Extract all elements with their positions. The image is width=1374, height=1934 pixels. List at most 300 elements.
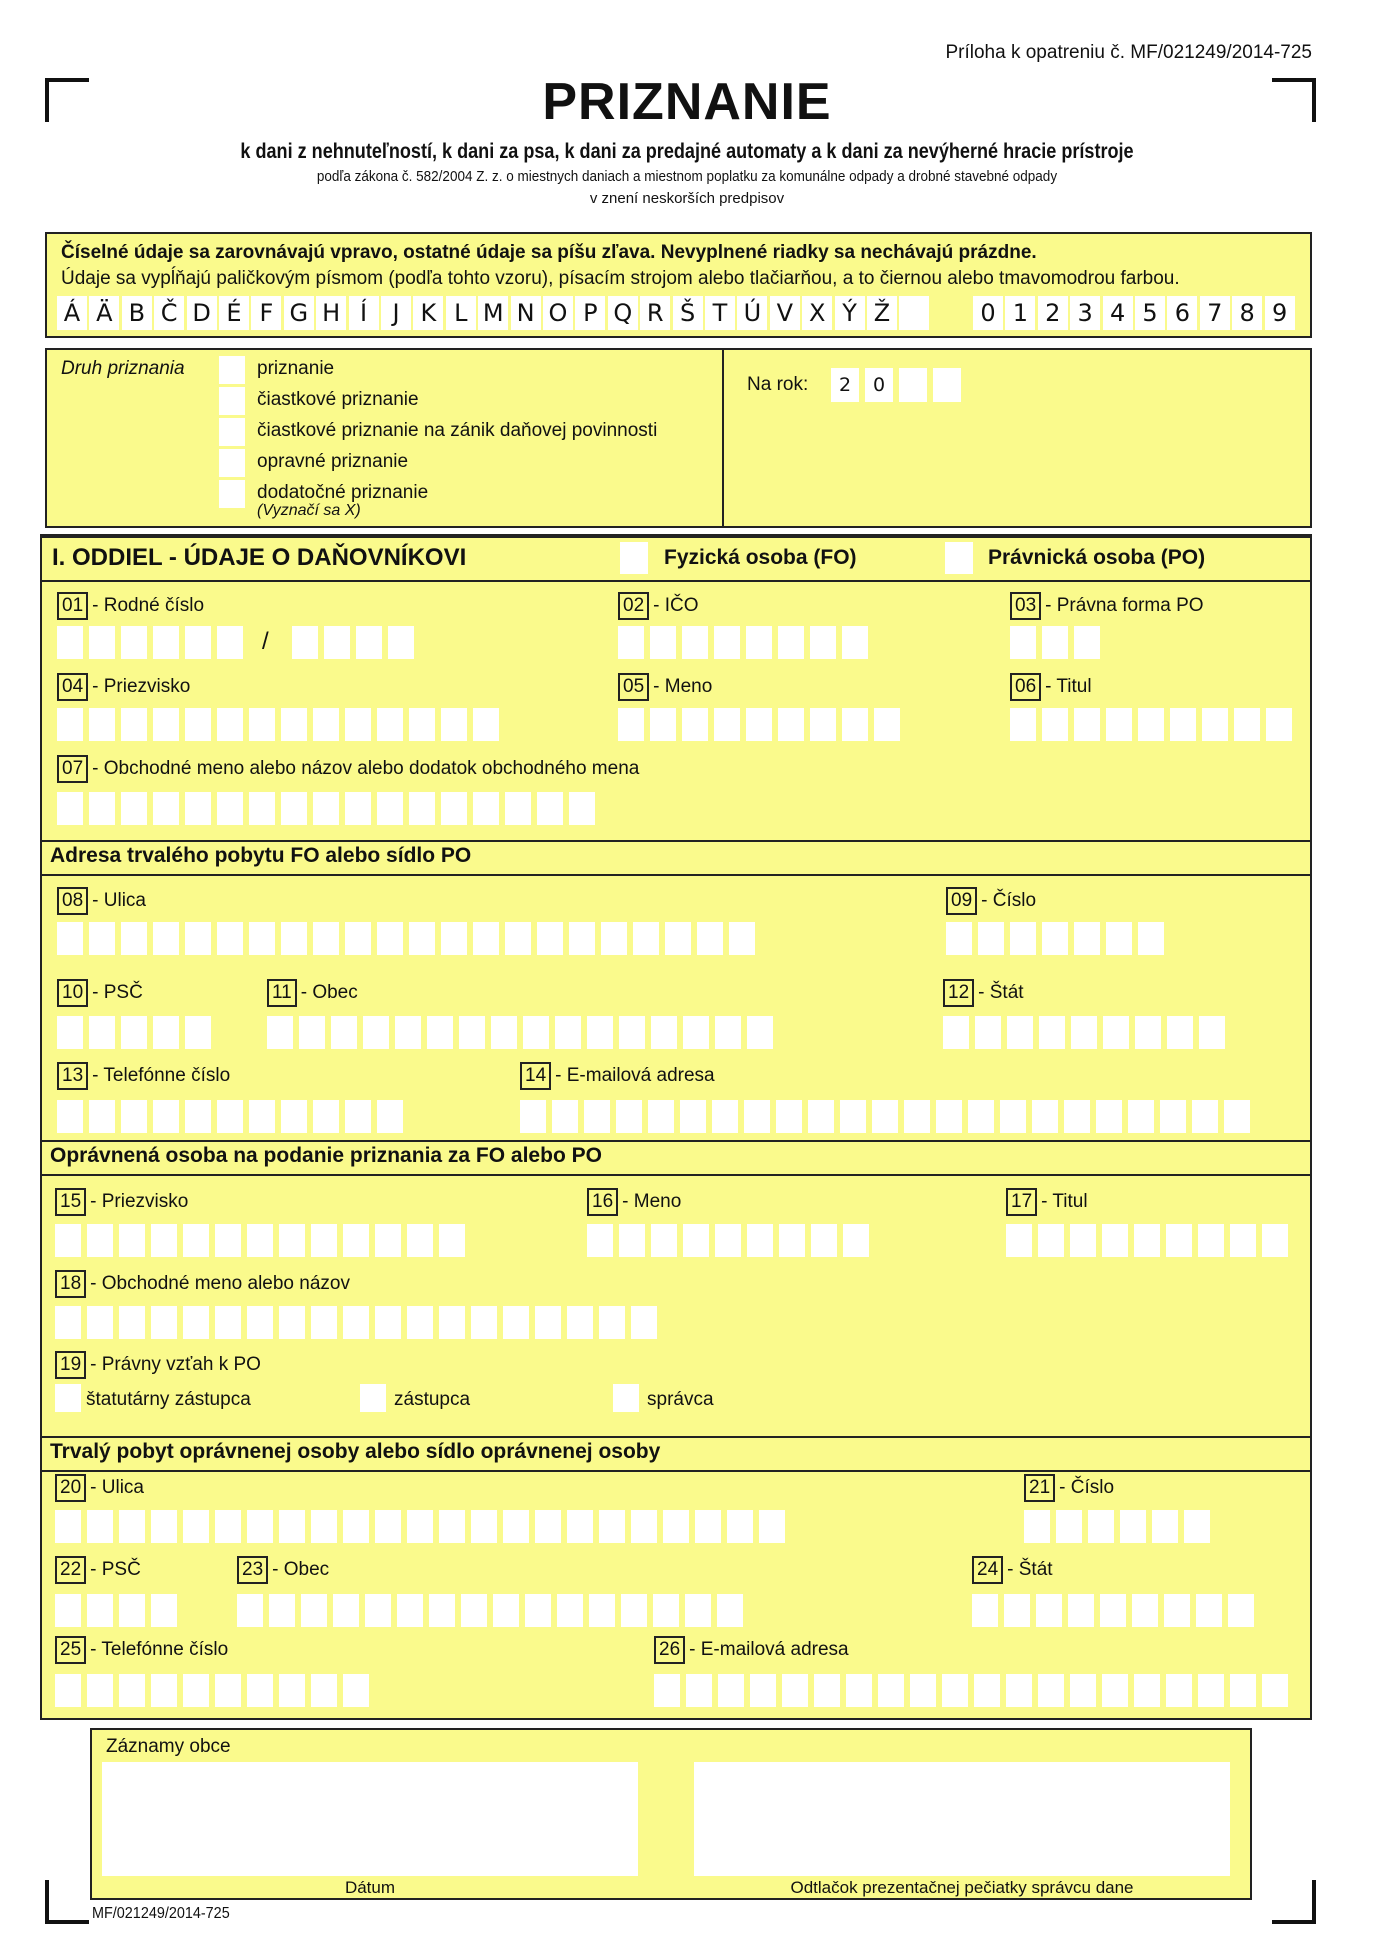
field-02-cell[interactable] bbox=[618, 626, 644, 659]
field-20-cell[interactable] bbox=[535, 1510, 561, 1543]
field-20-cell[interactable] bbox=[183, 1510, 209, 1543]
field-07-cell[interactable] bbox=[409, 792, 435, 825]
field-20-cell[interactable] bbox=[407, 1510, 433, 1543]
field-08-cell[interactable] bbox=[473, 922, 499, 955]
field-08-cell[interactable] bbox=[121, 922, 147, 955]
field-09-cell[interactable] bbox=[1074, 922, 1100, 955]
field-18-cell[interactable] bbox=[279, 1306, 305, 1339]
field-12-cell[interactable] bbox=[975, 1016, 1001, 1049]
field-25-cell[interactable] bbox=[247, 1674, 273, 1707]
field-13-cell[interactable] bbox=[377, 1100, 403, 1133]
field-12-cell[interactable] bbox=[1007, 1016, 1033, 1049]
field-24-cell[interactable] bbox=[1068, 1594, 1094, 1627]
field-06-cell[interactable] bbox=[1042, 708, 1068, 741]
field-02-cell[interactable] bbox=[810, 626, 836, 659]
declaration-type-checkbox[interactable] bbox=[219, 418, 245, 446]
field-20-cell[interactable] bbox=[727, 1510, 753, 1543]
declaration-type-checkbox[interactable] bbox=[219, 449, 245, 477]
field-16-cell[interactable] bbox=[843, 1224, 869, 1257]
field-23-cell[interactable] bbox=[685, 1594, 711, 1627]
field-11-cell[interactable] bbox=[715, 1016, 741, 1049]
field-04-cell[interactable] bbox=[153, 708, 179, 741]
field-11-cell[interactable] bbox=[267, 1016, 293, 1049]
field-18-cell[interactable] bbox=[471, 1306, 497, 1339]
field-20-cell[interactable] bbox=[631, 1510, 657, 1543]
field-01-cell[interactable] bbox=[153, 626, 179, 659]
field-14-cell[interactable] bbox=[520, 1100, 546, 1133]
field-16-cell[interactable] bbox=[587, 1224, 613, 1257]
field-13-cell[interactable] bbox=[217, 1100, 243, 1133]
field-15-cell[interactable] bbox=[407, 1224, 433, 1257]
field-16-cell[interactable] bbox=[747, 1224, 773, 1257]
field-23-cell[interactable] bbox=[397, 1594, 423, 1627]
field-05-cell[interactable] bbox=[874, 708, 900, 741]
field-12-cell[interactable] bbox=[1071, 1016, 1097, 1049]
field-21-cell[interactable] bbox=[1120, 1510, 1146, 1543]
field-01-cell[interactable] bbox=[356, 626, 382, 659]
field-13-cell[interactable] bbox=[281, 1100, 307, 1133]
field-06-cell[interactable] bbox=[1266, 708, 1292, 741]
field-26-cell[interactable] bbox=[1230, 1674, 1256, 1707]
field-26-cell[interactable] bbox=[1006, 1674, 1032, 1707]
field-24-cell[interactable] bbox=[1164, 1594, 1190, 1627]
field-20-cell[interactable] bbox=[87, 1510, 113, 1543]
field-16-cell[interactable] bbox=[779, 1224, 805, 1257]
field-05-cell[interactable] bbox=[618, 708, 644, 741]
field-26-cell[interactable] bbox=[750, 1674, 776, 1707]
field-09-cell[interactable] bbox=[1042, 922, 1068, 955]
field-12-cell[interactable] bbox=[1039, 1016, 1065, 1049]
field-24-cell[interactable] bbox=[1196, 1594, 1222, 1627]
field-15-cell[interactable] bbox=[343, 1224, 369, 1257]
field-17-cell[interactable] bbox=[1102, 1224, 1128, 1257]
field-23-cell[interactable] bbox=[653, 1594, 679, 1627]
field-20-cell[interactable] bbox=[663, 1510, 689, 1543]
field-14-cell[interactable] bbox=[1160, 1100, 1186, 1133]
field-04-cell[interactable] bbox=[185, 708, 211, 741]
field-03-cell[interactable] bbox=[1074, 626, 1100, 659]
field-14-cell[interactable] bbox=[552, 1100, 578, 1133]
field-13-cell[interactable] bbox=[57, 1100, 83, 1133]
year-digit-cell[interactable] bbox=[899, 368, 927, 402]
field-07-cell[interactable] bbox=[473, 792, 499, 825]
field-20-cell[interactable] bbox=[759, 1510, 785, 1543]
field-04-cell[interactable] bbox=[409, 708, 435, 741]
field-08-cell[interactable] bbox=[153, 922, 179, 955]
field-15-cell[interactable] bbox=[247, 1224, 273, 1257]
field-02-cell[interactable] bbox=[682, 626, 708, 659]
field-13-cell[interactable] bbox=[185, 1100, 211, 1133]
field-23-cell[interactable] bbox=[429, 1594, 455, 1627]
field-23-cell[interactable] bbox=[717, 1594, 743, 1627]
field-13-cell[interactable] bbox=[313, 1100, 339, 1133]
field-17-cell[interactable] bbox=[1198, 1224, 1224, 1257]
field-08-cell[interactable] bbox=[249, 922, 275, 955]
field-01-cell[interactable] bbox=[324, 626, 350, 659]
field-11-cell[interactable] bbox=[555, 1016, 581, 1049]
year-digit-cell[interactable]: 0 bbox=[865, 368, 893, 402]
field-02-cell[interactable] bbox=[746, 626, 772, 659]
field-15-cell[interactable] bbox=[151, 1224, 177, 1257]
field-05-cell[interactable] bbox=[746, 708, 772, 741]
field-08-cell[interactable] bbox=[601, 922, 627, 955]
field-07-cell[interactable] bbox=[569, 792, 595, 825]
field-06-cell[interactable] bbox=[1106, 708, 1132, 741]
field-13-cell[interactable] bbox=[121, 1100, 147, 1133]
field-14-cell[interactable] bbox=[808, 1100, 834, 1133]
field-20-cell[interactable] bbox=[151, 1510, 177, 1543]
field-14-cell[interactable] bbox=[584, 1100, 610, 1133]
field-22-cell[interactable] bbox=[87, 1594, 113, 1627]
field-01-cell[interactable] bbox=[292, 626, 318, 659]
field-14-cell[interactable] bbox=[904, 1100, 930, 1133]
field-18-cell[interactable] bbox=[183, 1306, 209, 1339]
field-11-cell[interactable] bbox=[683, 1016, 709, 1049]
field-18-cell[interactable] bbox=[311, 1306, 337, 1339]
declaration-type-checkbox[interactable] bbox=[219, 480, 245, 508]
field-11-cell[interactable] bbox=[395, 1016, 421, 1049]
field-20-cell[interactable] bbox=[55, 1510, 81, 1543]
field-17-cell[interactable] bbox=[1070, 1224, 1096, 1257]
field-08-cell[interactable] bbox=[89, 922, 115, 955]
field-18-cell[interactable] bbox=[55, 1306, 81, 1339]
field-22-cell[interactable] bbox=[151, 1594, 177, 1627]
field-04-cell[interactable] bbox=[345, 708, 371, 741]
field-26-cell[interactable] bbox=[1198, 1674, 1224, 1707]
field-11-cell[interactable] bbox=[459, 1016, 485, 1049]
field-04-cell[interactable] bbox=[57, 708, 83, 741]
field-20-cell[interactable] bbox=[119, 1510, 145, 1543]
field-13-cell[interactable] bbox=[249, 1100, 275, 1133]
field-21-cell[interactable] bbox=[1056, 1510, 1082, 1543]
field-01-cell[interactable] bbox=[57, 626, 83, 659]
field-04-cell[interactable] bbox=[217, 708, 243, 741]
field-18-cell[interactable] bbox=[119, 1306, 145, 1339]
field-04-cell[interactable] bbox=[473, 708, 499, 741]
field-18-cell[interactable] bbox=[599, 1306, 625, 1339]
field-05-cell[interactable] bbox=[682, 708, 708, 741]
relation-administrator-checkbox[interactable] bbox=[613, 1384, 639, 1412]
field-04-cell[interactable] bbox=[377, 708, 403, 741]
field-01-cell[interactable] bbox=[185, 626, 211, 659]
field-09-cell[interactable] bbox=[1106, 922, 1132, 955]
field-25-cell[interactable] bbox=[151, 1674, 177, 1707]
field-11-cell[interactable] bbox=[651, 1016, 677, 1049]
field-07-cell[interactable] bbox=[313, 792, 339, 825]
field-26-cell[interactable] bbox=[1070, 1674, 1096, 1707]
field-18-cell[interactable] bbox=[375, 1306, 401, 1339]
field-25-cell[interactable] bbox=[119, 1674, 145, 1707]
field-20-cell[interactable] bbox=[503, 1510, 529, 1543]
relation-representative-checkbox[interactable] bbox=[360, 1384, 386, 1412]
field-08-cell[interactable] bbox=[665, 922, 691, 955]
field-25-cell[interactable] bbox=[87, 1674, 113, 1707]
field-23-cell[interactable] bbox=[237, 1594, 263, 1627]
field-25-cell[interactable] bbox=[215, 1674, 241, 1707]
field-14-cell[interactable] bbox=[712, 1100, 738, 1133]
field-05-cell[interactable] bbox=[714, 708, 740, 741]
field-04-cell[interactable] bbox=[281, 708, 307, 741]
field-23-cell[interactable] bbox=[301, 1594, 327, 1627]
field-23-cell[interactable] bbox=[525, 1594, 551, 1627]
field-15-cell[interactable] bbox=[439, 1224, 465, 1257]
field-07-cell[interactable] bbox=[57, 792, 83, 825]
field-23-cell[interactable] bbox=[589, 1594, 615, 1627]
field-05-cell[interactable] bbox=[842, 708, 868, 741]
field-21-cell[interactable] bbox=[1088, 1510, 1114, 1543]
field-26-cell[interactable] bbox=[942, 1674, 968, 1707]
field-24-cell[interactable] bbox=[1036, 1594, 1062, 1627]
field-09-cell[interactable] bbox=[946, 922, 972, 955]
field-08-cell[interactable] bbox=[441, 922, 467, 955]
field-18-cell[interactable] bbox=[215, 1306, 241, 1339]
field-20-cell[interactable] bbox=[471, 1510, 497, 1543]
field-11-cell[interactable] bbox=[427, 1016, 453, 1049]
field-12-cell[interactable] bbox=[1135, 1016, 1161, 1049]
field-21-cell[interactable] bbox=[1152, 1510, 1178, 1543]
field-26-cell[interactable] bbox=[686, 1674, 712, 1707]
field-08-cell[interactable] bbox=[377, 922, 403, 955]
year-digit-cell[interactable] bbox=[933, 368, 961, 402]
field-03-cell[interactable] bbox=[1042, 626, 1068, 659]
field-16-cell[interactable] bbox=[619, 1224, 645, 1257]
field-07-cell[interactable] bbox=[505, 792, 531, 825]
relation-statutory-checkbox[interactable] bbox=[55, 1384, 81, 1412]
field-26-cell[interactable] bbox=[1166, 1674, 1192, 1707]
field-26-cell[interactable] bbox=[1262, 1674, 1288, 1707]
field-07-cell[interactable] bbox=[537, 792, 563, 825]
field-24-cell[interactable] bbox=[1100, 1594, 1126, 1627]
field-23-cell[interactable] bbox=[333, 1594, 359, 1627]
field-12-cell[interactable] bbox=[943, 1016, 969, 1049]
field-12-cell[interactable] bbox=[1103, 1016, 1129, 1049]
field-16-cell[interactable] bbox=[811, 1224, 837, 1257]
field-05-cell[interactable] bbox=[650, 708, 676, 741]
field-14-cell[interactable] bbox=[680, 1100, 706, 1133]
field-15-cell[interactable] bbox=[183, 1224, 209, 1257]
field-13-cell[interactable] bbox=[89, 1100, 115, 1133]
field-07-cell[interactable] bbox=[441, 792, 467, 825]
field-08-cell[interactable] bbox=[281, 922, 307, 955]
field-20-cell[interactable] bbox=[215, 1510, 241, 1543]
field-06-cell[interactable] bbox=[1202, 708, 1228, 741]
field-20-cell[interactable] bbox=[695, 1510, 721, 1543]
field-09-cell[interactable] bbox=[1010, 922, 1036, 955]
field-01-cell[interactable] bbox=[89, 626, 115, 659]
field-11-cell[interactable] bbox=[587, 1016, 613, 1049]
field-08-cell[interactable] bbox=[633, 922, 659, 955]
field-17-cell[interactable] bbox=[1230, 1224, 1256, 1257]
field-14-cell[interactable] bbox=[1128, 1100, 1154, 1133]
field-10-cell[interactable] bbox=[89, 1016, 115, 1049]
field-21-cell[interactable] bbox=[1024, 1510, 1050, 1543]
field-14-cell[interactable] bbox=[936, 1100, 962, 1133]
field-15-cell[interactable] bbox=[215, 1224, 241, 1257]
field-20-cell[interactable] bbox=[375, 1510, 401, 1543]
field-08-cell[interactable] bbox=[57, 922, 83, 955]
field-04-cell[interactable] bbox=[249, 708, 275, 741]
field-18-cell[interactable] bbox=[503, 1306, 529, 1339]
field-07-cell[interactable] bbox=[185, 792, 211, 825]
field-04-cell[interactable] bbox=[441, 708, 467, 741]
field-06-cell[interactable] bbox=[1234, 708, 1260, 741]
field-15-cell[interactable] bbox=[311, 1224, 337, 1257]
field-20-cell[interactable] bbox=[567, 1510, 593, 1543]
field-14-cell[interactable] bbox=[1000, 1100, 1026, 1133]
field-15-cell[interactable] bbox=[87, 1224, 113, 1257]
field-08-cell[interactable] bbox=[217, 922, 243, 955]
date-box[interactable] bbox=[102, 1762, 638, 1876]
field-14-cell[interactable] bbox=[744, 1100, 770, 1133]
field-02-cell[interactable] bbox=[778, 626, 804, 659]
field-26-cell[interactable] bbox=[910, 1674, 936, 1707]
field-10-cell[interactable] bbox=[57, 1016, 83, 1049]
field-26-cell[interactable] bbox=[878, 1674, 904, 1707]
field-01-cell[interactable] bbox=[217, 626, 243, 659]
field-14-cell[interactable] bbox=[840, 1100, 866, 1133]
field-04-cell[interactable] bbox=[313, 708, 339, 741]
field-20-cell[interactable] bbox=[311, 1510, 337, 1543]
field-12-cell[interactable] bbox=[1199, 1016, 1225, 1049]
field-02-cell[interactable] bbox=[842, 626, 868, 659]
field-04-cell[interactable] bbox=[89, 708, 115, 741]
field-26-cell[interactable] bbox=[814, 1674, 840, 1707]
field-18-cell[interactable] bbox=[567, 1306, 593, 1339]
field-11-cell[interactable] bbox=[619, 1016, 645, 1049]
field-20-cell[interactable] bbox=[599, 1510, 625, 1543]
field-08-cell[interactable] bbox=[345, 922, 371, 955]
field-06-cell[interactable] bbox=[1074, 708, 1100, 741]
field-01-cell[interactable] bbox=[388, 626, 414, 659]
field-08-cell[interactable] bbox=[409, 922, 435, 955]
field-08-cell[interactable] bbox=[729, 922, 755, 955]
field-18-cell[interactable] bbox=[343, 1306, 369, 1339]
field-02-cell[interactable] bbox=[650, 626, 676, 659]
field-13-cell[interactable] bbox=[153, 1100, 179, 1133]
field-14-cell[interactable] bbox=[776, 1100, 802, 1133]
field-14-cell[interactable] bbox=[1032, 1100, 1058, 1133]
field-14-cell[interactable] bbox=[616, 1100, 642, 1133]
field-06-cell[interactable] bbox=[1170, 708, 1196, 741]
field-08-cell[interactable] bbox=[313, 922, 339, 955]
field-26-cell[interactable] bbox=[846, 1674, 872, 1707]
po-checkbox[interactable] bbox=[945, 542, 973, 574]
field-15-cell[interactable] bbox=[279, 1224, 305, 1257]
field-09-cell[interactable] bbox=[1138, 922, 1164, 955]
field-25-cell[interactable] bbox=[279, 1674, 305, 1707]
field-08-cell[interactable] bbox=[185, 922, 211, 955]
field-11-cell[interactable] bbox=[331, 1016, 357, 1049]
field-20-cell[interactable] bbox=[439, 1510, 465, 1543]
field-15-cell[interactable] bbox=[375, 1224, 401, 1257]
field-14-cell[interactable] bbox=[1192, 1100, 1218, 1133]
declaration-type-checkbox[interactable] bbox=[219, 356, 245, 384]
field-24-cell[interactable] bbox=[1132, 1594, 1158, 1627]
field-20-cell[interactable] bbox=[279, 1510, 305, 1543]
field-14-cell[interactable] bbox=[872, 1100, 898, 1133]
field-09-cell[interactable] bbox=[978, 922, 1004, 955]
field-18-cell[interactable] bbox=[87, 1306, 113, 1339]
field-25-cell[interactable] bbox=[311, 1674, 337, 1707]
field-25-cell[interactable] bbox=[343, 1674, 369, 1707]
field-16-cell[interactable] bbox=[683, 1224, 709, 1257]
field-26-cell[interactable] bbox=[1102, 1674, 1128, 1707]
field-02-cell[interactable] bbox=[714, 626, 740, 659]
field-07-cell[interactable] bbox=[377, 792, 403, 825]
field-15-cell[interactable] bbox=[119, 1224, 145, 1257]
field-17-cell[interactable] bbox=[1134, 1224, 1160, 1257]
fo-checkbox[interactable] bbox=[620, 542, 648, 574]
field-18-cell[interactable] bbox=[407, 1306, 433, 1339]
field-15-cell[interactable] bbox=[55, 1224, 81, 1257]
field-24-cell[interactable] bbox=[1228, 1594, 1254, 1627]
field-18-cell[interactable] bbox=[631, 1306, 657, 1339]
field-23-cell[interactable] bbox=[269, 1594, 295, 1627]
field-08-cell[interactable] bbox=[537, 922, 563, 955]
field-26-cell[interactable] bbox=[974, 1674, 1000, 1707]
field-13-cell[interactable] bbox=[345, 1100, 371, 1133]
field-17-cell[interactable] bbox=[1166, 1224, 1192, 1257]
field-20-cell[interactable] bbox=[247, 1510, 273, 1543]
field-18-cell[interactable] bbox=[151, 1306, 177, 1339]
field-26-cell[interactable] bbox=[654, 1674, 680, 1707]
field-07-cell[interactable] bbox=[121, 792, 147, 825]
field-07-cell[interactable] bbox=[89, 792, 115, 825]
field-22-cell[interactable] bbox=[119, 1594, 145, 1627]
field-01-cell[interactable] bbox=[121, 626, 147, 659]
declaration-type-checkbox[interactable] bbox=[219, 387, 245, 415]
field-08-cell[interactable] bbox=[697, 922, 723, 955]
field-23-cell[interactable] bbox=[461, 1594, 487, 1627]
field-16-cell[interactable] bbox=[651, 1224, 677, 1257]
field-17-cell[interactable] bbox=[1006, 1224, 1032, 1257]
field-05-cell[interactable] bbox=[778, 708, 804, 741]
field-17-cell[interactable] bbox=[1262, 1224, 1288, 1257]
field-04-cell[interactable] bbox=[121, 708, 147, 741]
field-03-cell[interactable] bbox=[1010, 626, 1036, 659]
field-23-cell[interactable] bbox=[493, 1594, 519, 1627]
field-07-cell[interactable] bbox=[281, 792, 307, 825]
field-24-cell[interactable] bbox=[972, 1594, 998, 1627]
field-18-cell[interactable] bbox=[439, 1306, 465, 1339]
field-14-cell[interactable] bbox=[648, 1100, 674, 1133]
field-11-cell[interactable] bbox=[747, 1016, 773, 1049]
field-17-cell[interactable] bbox=[1038, 1224, 1064, 1257]
field-11-cell[interactable] bbox=[363, 1016, 389, 1049]
field-25-cell[interactable] bbox=[183, 1674, 209, 1707]
field-07-cell[interactable] bbox=[217, 792, 243, 825]
year-digit-cell[interactable]: 2 bbox=[831, 368, 859, 402]
field-06-cell[interactable] bbox=[1138, 708, 1164, 741]
field-10-cell[interactable] bbox=[153, 1016, 179, 1049]
field-11-cell[interactable] bbox=[491, 1016, 517, 1049]
field-16-cell[interactable] bbox=[715, 1224, 741, 1257]
field-18-cell[interactable] bbox=[535, 1306, 561, 1339]
field-08-cell[interactable] bbox=[505, 922, 531, 955]
field-10-cell[interactable] bbox=[121, 1016, 147, 1049]
field-07-cell[interactable] bbox=[153, 792, 179, 825]
field-26-cell[interactable] bbox=[782, 1674, 808, 1707]
field-26-cell[interactable] bbox=[1038, 1674, 1064, 1707]
field-14-cell[interactable] bbox=[1096, 1100, 1122, 1133]
field-26-cell[interactable] bbox=[718, 1674, 744, 1707]
field-14-cell[interactable] bbox=[1224, 1100, 1250, 1133]
field-14-cell[interactable] bbox=[1064, 1100, 1090, 1133]
field-06-cell[interactable] bbox=[1010, 708, 1036, 741]
field-23-cell[interactable] bbox=[557, 1594, 583, 1627]
field-05-cell[interactable] bbox=[810, 708, 836, 741]
field-07-cell[interactable] bbox=[249, 792, 275, 825]
